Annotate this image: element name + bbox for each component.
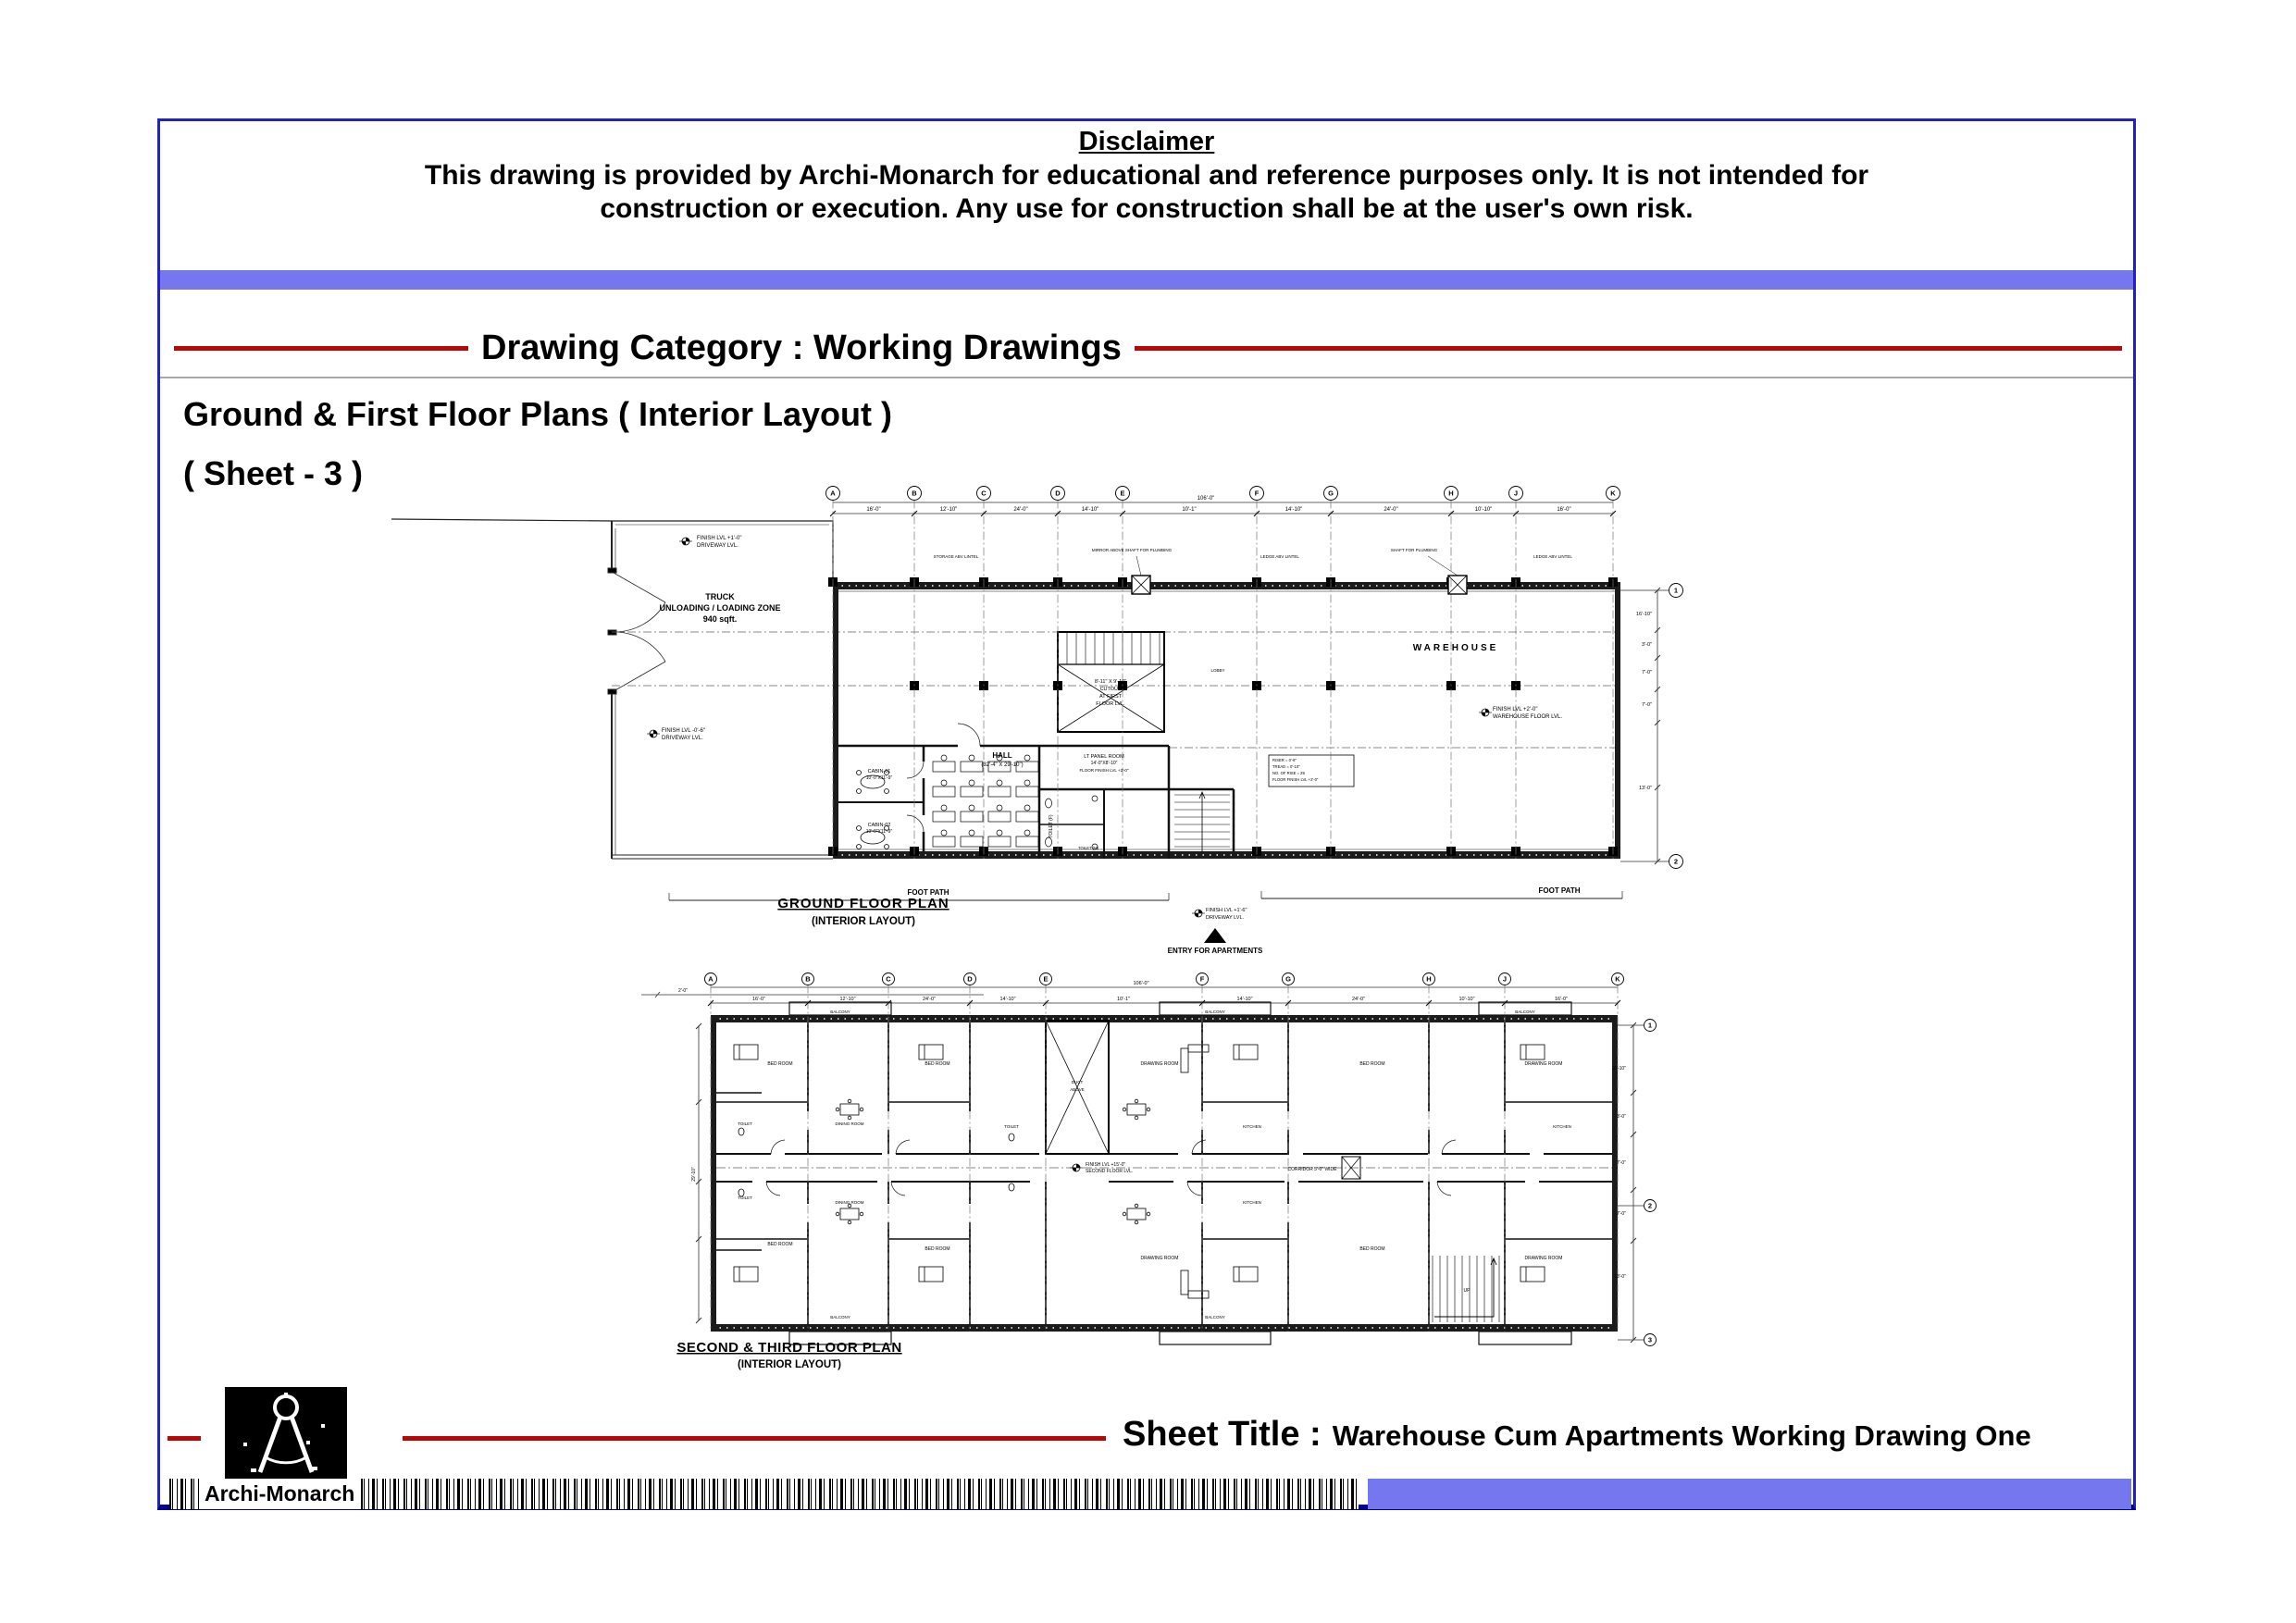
svg-text:1: 1 xyxy=(1647,1021,1653,1030)
svg-text:BED ROOM: BED ROOM xyxy=(767,1061,793,1067)
svg-text:DINING ROOM: DINING ROOM xyxy=(835,1121,864,1126)
svg-text:16'-10": 16'-10" xyxy=(1611,1066,1626,1072)
svg-text:BALCONY: BALCONY xyxy=(1205,1010,1225,1014)
svg-text:14'-10": 14'-10" xyxy=(1285,507,1303,513)
svg-text:DINING ROOM: DINING ROOM xyxy=(835,1200,864,1205)
svg-text:BED ROOM: BED ROOM xyxy=(767,1242,793,1247)
svg-text:DRAWING ROOM: DRAWING ROOM xyxy=(1524,1256,1563,1261)
sheet-title-row xyxy=(1123,1415,2031,1455)
svg-text:FOOT PATH: FOOT PATH xyxy=(907,888,949,897)
svg-text:HALL: HALL xyxy=(992,751,1012,760)
svg-text:A: A xyxy=(830,489,836,498)
second-third-floor-plan-drawing xyxy=(641,973,1678,1370)
svg-text:E: E xyxy=(1120,489,1125,498)
svg-text:24'-0": 24'-0" xyxy=(1013,507,1028,513)
svg-text:940 sqft.: 940 sqft. xyxy=(702,614,738,624)
svg-text:14'-10": 14'-10" xyxy=(1236,997,1253,1002)
svg-text:NO. OF RISE = 29: NO. OF RISE = 29 xyxy=(1272,771,1305,775)
svg-text:DRIVEWAY LVL.: DRIVEWAY LVL. xyxy=(1206,915,1245,921)
svg-text:13'-0": 13'-0" xyxy=(1614,1274,1626,1280)
category-red-line-left xyxy=(174,346,468,351)
svg-text:14'-10": 14'-10" xyxy=(999,997,1016,1002)
svg-text:14'-10": 14'-10" xyxy=(1081,507,1099,513)
svg-text:2: 2 xyxy=(1647,1201,1653,1210)
svg-text:F: F xyxy=(1199,974,1205,984)
svg-text:H: H xyxy=(1448,489,1454,498)
svg-text:BED ROOM: BED ROOM xyxy=(1359,1246,1385,1252)
svg-text:2: 2 xyxy=(1673,857,1679,866)
footer-red-dash xyxy=(168,1436,201,1441)
svg-text:LT PANEL ROOM: LT PANEL ROOM xyxy=(1084,754,1124,760)
svg-text:FLOOR FINISH LVL +2'-0": FLOOR FINISH LVL +2'-0" xyxy=(1272,777,1319,782)
svg-text:G: G xyxy=(1328,489,1334,498)
svg-text:(32'-4" X 29'-10"): (32'-4" X 29'-10") xyxy=(981,762,1024,768)
unit-partitions xyxy=(716,1022,1612,1324)
svg-text:J: J xyxy=(1502,974,1508,984)
svg-text:24'-0": 24'-0" xyxy=(1384,507,1398,513)
svg-text:FINISH LVL +15'-0": FINISH LVL +15'-0" xyxy=(1086,1162,1126,1168)
svg-text:B: B xyxy=(912,489,917,498)
disclaimer-title: Disclaimer xyxy=(1078,127,1215,156)
svg-text:MIRROR ABOVE SHAFT FOR PLUMBIN: MIRROR ABOVE SHAFT FOR PLUMBING xyxy=(1091,548,1173,552)
svg-text:CABIN-02: CABIN-02 xyxy=(867,823,891,828)
svg-text:16'-0": 16'-0" xyxy=(1554,997,1569,1002)
svg-text:(INTERIOR LAYOUT): (INTERIOR LAYOUT) xyxy=(811,916,916,927)
svg-text:10'-1": 10'-1" xyxy=(1116,997,1131,1002)
ground-floor-plan-drawing xyxy=(391,484,1696,956)
svg-text:TOILET (M): TOILET (M) xyxy=(1078,846,1098,850)
second-annotations xyxy=(676,973,1656,1371)
svg-text:FOOT PATH: FOOT PATH xyxy=(1538,886,1581,895)
svg-text:106'-0": 106'-0" xyxy=(1197,496,1215,502)
svg-text:ENTRY FOR APARTMENTS: ENTRY FOR APARTMENTS xyxy=(1167,947,1263,955)
sheet-border-box xyxy=(157,118,2136,1510)
svg-text:FLOOR LVL.: FLOOR LVL. xyxy=(1096,701,1125,707)
cabin-furniture xyxy=(857,771,889,849)
archi-monarch-logo xyxy=(225,1387,347,1481)
level-markers xyxy=(647,538,1492,917)
balconies xyxy=(789,1002,1571,1344)
compass-logo-icon xyxy=(225,1387,347,1481)
svg-text:UNLOADING / LOADING ZONE: UNLOADING / LOADING ZONE xyxy=(659,603,781,613)
svg-text:16'-0": 16'-0" xyxy=(1557,507,1571,513)
svg-text:1: 1 xyxy=(1673,586,1679,595)
svg-text:BED ROOM: BED ROOM xyxy=(1359,1061,1385,1067)
svg-text:29'-10": 29'-10" xyxy=(691,1167,697,1182)
truck-zone xyxy=(391,519,833,859)
svg-text:TREAD = 0'-10": TREAD = 0'-10" xyxy=(1272,764,1300,769)
svg-text:F: F xyxy=(1254,489,1260,498)
svg-text:10'-10": 10'-10" xyxy=(1474,507,1493,513)
svg-text:K: K xyxy=(1610,489,1616,498)
svg-text:CORRIDOR 5'-0" WIDE: CORRIDOR 5'-0" WIDE xyxy=(1287,1167,1337,1172)
disclaimer-line-1: This drawing is provided by Archi-Monarch for educational and reference purposes only. It is not intended for xyxy=(424,160,1869,191)
svg-text:FINISH LVL +1'-6": FINISH LVL +1'-6" xyxy=(1206,908,1247,913)
svg-text:SECOND FLOOR LVL.: SECOND FLOOR LVL. xyxy=(1086,1169,1134,1174)
svg-text:KITCHEN: KITCHEN xyxy=(1243,1124,1261,1129)
svg-text:24'-0": 24'-0" xyxy=(922,997,937,1002)
disclaimer-line-2: construction or execution. Any use for construction shall be at the user's own risk. xyxy=(600,193,1694,224)
svg-text:LOBBY: LOBBY xyxy=(1210,668,1225,673)
svg-text:10'-1": 10'-1" xyxy=(1182,507,1197,513)
apartment-stair xyxy=(1174,755,1354,852)
office-desks xyxy=(933,755,1038,847)
page-title: Ground & First Floor Plans ( Interior Layout ) xyxy=(183,395,893,433)
svg-text:KITCHEN: KITCHEN xyxy=(1553,1124,1571,1129)
sheet-title-value: Warehouse Cum Apartments Working Drawing One xyxy=(1332,1419,2031,1452)
svg-text:BALCONY: BALCONY xyxy=(830,1010,850,1014)
svg-text:DUCT: DUCT xyxy=(1071,1080,1084,1084)
sheet-number: ( Sheet - 3 ) xyxy=(183,454,364,492)
svg-text:7'-0": 7'-0" xyxy=(1617,1211,1626,1217)
svg-text:K: K xyxy=(1615,974,1620,984)
svg-text:3: 3 xyxy=(1647,1335,1653,1344)
svg-text:DRAWING ROOM: DRAWING ROOM xyxy=(1140,1061,1179,1067)
svg-text:FINISH LVL +2'-0": FINISH LVL +2'-0" xyxy=(1493,707,1538,712)
category-label: Drawing Category : Working Drawings xyxy=(481,328,1122,367)
svg-text:12'-10": 12'-10" xyxy=(839,997,856,1002)
svg-text:DRIVEWAY LVL.: DRIVEWAY LVL. xyxy=(662,736,703,741)
svg-text:LEDGE ABV LINTEL: LEDGE ABV LINTEL xyxy=(1533,554,1572,559)
svg-text:10'-10": 10'-10" xyxy=(1458,997,1475,1002)
sheet-title-label: Sheet Title : xyxy=(1123,1415,1322,1454)
svg-text:7'-0": 7'-0" xyxy=(1642,670,1652,675)
svg-text:3'-0": 3'-0" xyxy=(1617,1114,1626,1120)
svg-text:2'-0": 2'-0" xyxy=(678,988,688,994)
svg-text:B: B xyxy=(805,974,811,984)
svg-text:C: C xyxy=(886,974,891,984)
svg-text:GROUND FLOOR PLAN: GROUND FLOOR PLAN xyxy=(777,896,949,911)
svg-text:FINISH LVL +1'-0": FINISH LVL +1'-0" xyxy=(697,536,742,541)
svg-text:BED ROOM: BED ROOM xyxy=(925,1246,950,1252)
svg-text:LEDGE ABV LINTEL: LEDGE ABV LINTEL xyxy=(1260,554,1299,559)
svg-text:WAREHOUSE: WAREHOUSE xyxy=(1412,643,1499,653)
level-marker xyxy=(1070,1164,1083,1171)
svg-text:10'-0"X11'-9": 10'-0"X11'-9" xyxy=(865,829,893,835)
svg-text:BED ROOM: BED ROOM xyxy=(925,1061,950,1067)
svg-text:TOILET (F): TOILET (F) xyxy=(1049,814,1054,838)
svg-text:3'-0": 3'-0" xyxy=(1642,642,1652,648)
svg-text:BALCONY: BALCONY xyxy=(1515,1010,1535,1014)
svg-text:E: E xyxy=(1043,974,1049,984)
office-walls xyxy=(838,724,1234,859)
svg-text:STORAGE ABV LINTEL: STORAGE ABV LINTEL xyxy=(933,554,979,559)
svg-text:7'-0": 7'-0" xyxy=(1642,702,1652,708)
brand-name: Archi-Monarch xyxy=(199,1479,360,1509)
svg-text:DRIVEWAY LVL.: DRIVEWAY LVL. xyxy=(697,543,738,549)
svg-text:AT FIRST: AT FIRST xyxy=(1099,694,1122,700)
svg-text:16'-10": 16'-10" xyxy=(1635,612,1652,617)
svg-text:BALCONY: BALCONY xyxy=(830,1315,850,1319)
svg-text:16'-0": 16'-0" xyxy=(751,997,766,1002)
svg-text:J: J xyxy=(1513,489,1519,498)
svg-text:TOILET: TOILET xyxy=(738,1121,752,1126)
svg-text:UP: UP xyxy=(1463,1288,1471,1294)
svg-text:RISER = 0'-6": RISER = 0'-6" xyxy=(1272,758,1297,762)
svg-text:FLOOR FINISH LVL +2'-0": FLOOR FINISH LVL +2'-0" xyxy=(1079,768,1129,773)
svg-text:10'-0"X11'-9": 10'-0"X11'-9" xyxy=(865,775,893,781)
svg-text:DRAWING ROOM: DRAWING ROOM xyxy=(1524,1061,1563,1067)
svg-text:24'-0": 24'-0" xyxy=(1351,997,1366,1002)
svg-text:WAREHOUSE FLOOR LVL.: WAREHOUSE FLOOR LVL. xyxy=(1493,714,1563,720)
svg-text:A: A xyxy=(708,974,714,984)
svg-text:BALCONY: BALCONY xyxy=(1205,1315,1225,1319)
svg-text:G: G xyxy=(1285,974,1291,984)
footer-red-line xyxy=(403,1436,1106,1441)
category-red-line-right xyxy=(1135,346,2122,351)
svg-text:H: H xyxy=(1426,974,1432,984)
svg-text:SECOND & THIRD FLOOR PLAN: SECOND & THIRD FLOOR PLAN xyxy=(676,1340,902,1356)
category-row xyxy=(160,328,2133,368)
svg-text:ABOVE: ABOVE xyxy=(1070,1087,1085,1092)
svg-text:13'-0": 13'-0" xyxy=(1638,786,1652,791)
svg-text:8'-11" X 9'-10": 8'-11" X 9'-10" xyxy=(1094,679,1127,685)
svg-text:106'-0": 106'-0" xyxy=(1133,981,1149,986)
svg-text:14'-0"X8'-10": 14'-0"X8'-10" xyxy=(1090,761,1118,766)
svg-text:SHAFT FOR PLUMBING: SHAFT FOR PLUMBING xyxy=(1390,548,1438,552)
footer-purple-bar xyxy=(1368,1479,2131,1509)
svg-text:CABIN-01: CABIN-01 xyxy=(867,769,891,774)
svg-text:D: D xyxy=(967,974,973,984)
svg-text:FINISH LVL -0'-6": FINISH LVL -0'-6" xyxy=(662,728,705,734)
svg-text:7'-0": 7'-0" xyxy=(1617,1160,1626,1166)
divider-line xyxy=(160,377,2133,378)
corridor xyxy=(716,1140,1612,1196)
second-furniture xyxy=(734,1045,1545,1298)
svg-text:16'-0": 16'-0" xyxy=(866,507,881,513)
svg-text:DRAWING ROOM: DRAWING ROOM xyxy=(1140,1256,1179,1261)
svg-text:CUTOUT: CUTOUT xyxy=(1099,687,1122,692)
svg-text:12'-10": 12'-10" xyxy=(939,507,958,513)
svg-text:TRUCK: TRUCK xyxy=(705,592,735,601)
svg-text:TOILET: TOILET xyxy=(738,1196,752,1200)
svg-text:C: C xyxy=(981,489,987,498)
ground-annotations xyxy=(660,487,1683,956)
disclaimer-block xyxy=(160,127,2133,226)
svg-text:D: D xyxy=(1055,489,1061,498)
svg-text:(INTERIOR LAYOUT): (INTERIOR LAYOUT) xyxy=(737,1359,842,1370)
svg-text:TOILET: TOILET xyxy=(1004,1124,1019,1129)
purple-divider-band xyxy=(160,270,2133,290)
svg-text:KITCHEN: KITCHEN xyxy=(1243,1200,1261,1205)
